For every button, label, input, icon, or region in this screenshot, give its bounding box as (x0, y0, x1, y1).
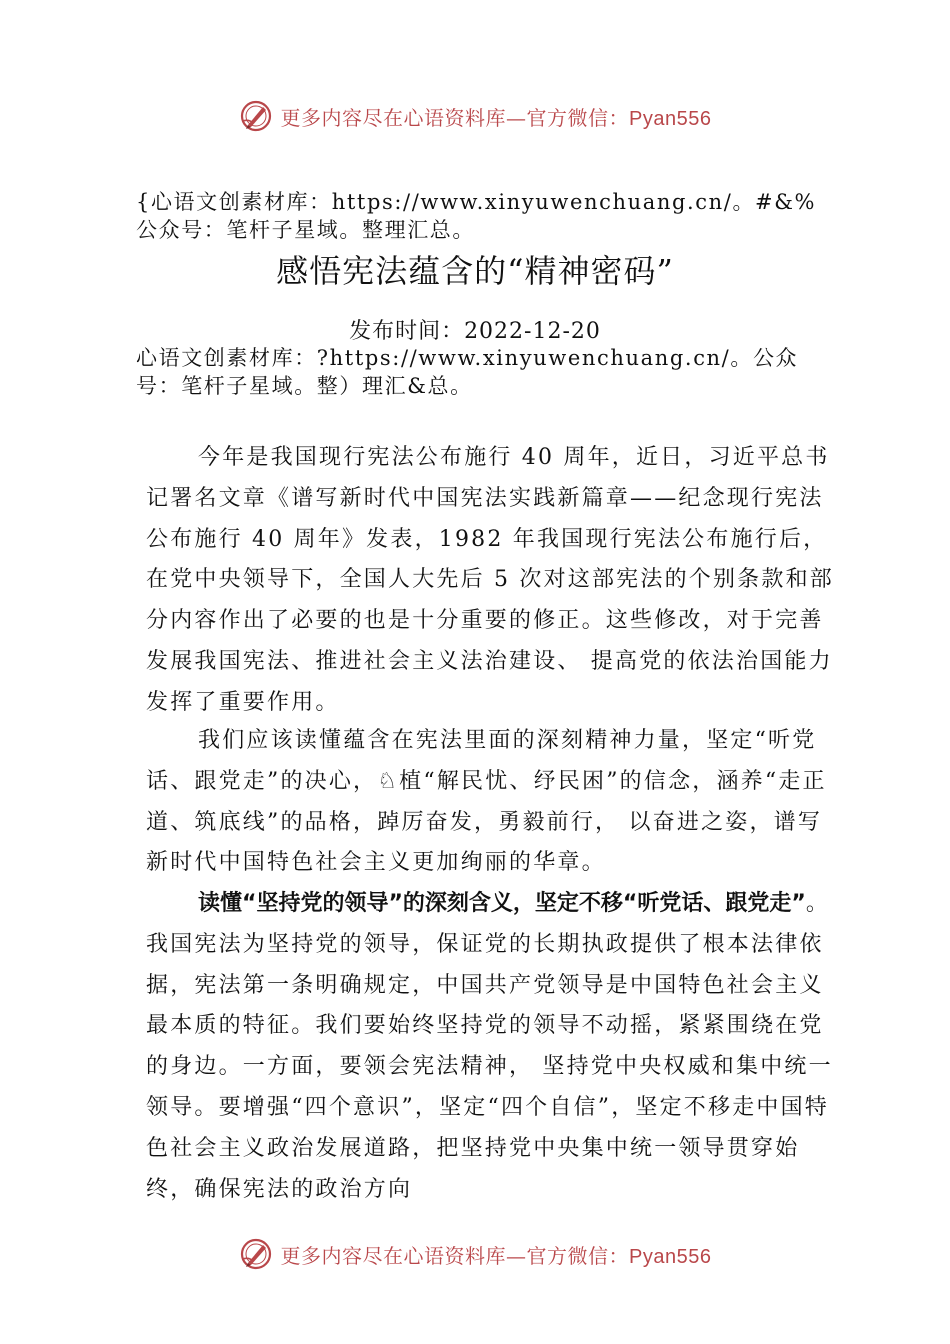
source-note-top: {心语文创素材库：https://www.xinyuwenchuang.cn/。#&%公众号：笔杆子星域。整理汇总。 (136, 190, 817, 242)
pen-logo-icon (239, 1237, 273, 1271)
banner-text (281, 1240, 712, 1269)
paragraph-2: 我们应该读懂蕴含在宪法里面的深刻精神力量，坚定“听党话、跟党走”的决心，♘植“解民忧、纾民困”的信念，涵养“走正道、筑底线”的品格，踔厉奋发，勇毅前行， 以奋进之姿，谱写新时代中国特色社会主义更加绚丽的华章。 (146, 728, 827, 876)
banner-text (281, 102, 712, 131)
paragraph-3 (146, 884, 836, 1210)
paragraph-3-lead: 读懂“坚持党的领导”的深刻含义，坚定不移“听党话、跟党走” (198, 891, 806, 916)
pen-logo-icon (239, 99, 273, 133)
article-title: 感悟宪法蕴含的“精神密码” (276, 252, 674, 290)
banner-wechat-id: Pyan556 (629, 107, 712, 130)
paragraph-1: 今年是我国现行宪法公布施行 40 周年，近日，习近平总书记署名文章《谱写新时代中国宪法实践新篇章——纪念现行宪法公布施行 40 周年》发表，1982 年我国现行宪法公布施行后，在党中央领导下，全国人大先后 5 次对这部宪法的个别条款和部分内容作出了必要的也是十分重要的修正。这些修改，对于完善发展我国宪法、推进社会主义法治建设、 提高党的依法治国能力发挥了重要作用。 (146, 445, 834, 715)
paragraph-3-body: 。我国宪法为坚持党的领导，保证党的长期执政提供了根本法律依据，宪法第一条明确规定，中国共产党领导是中国特色社会主义最本质的特征。我们要始终坚持党的领导不动摇，紧紧围绕在党的身边。一方面，要领会宪法精神， 坚持党中央权威和集中统一领导。要增强“四个意识”，坚定“四个自信”，坚定不移走中国特色社会主义政治发展道路，把坚持党中央集中统一领导贯穿始终，确保宪法的政治方向 (146, 891, 833, 1202)
publish-date: 发布时间：2022-12-20 (349, 319, 601, 344)
header-banner[interactable] (0, 96, 950, 136)
banner-text-cn: 更多内容尽在心语资料库—官方微信： (280, 105, 630, 130)
banner-text-cn: 更多内容尽在心语资料库—官方微信： (280, 1243, 630, 1268)
source-note-bottom: 心语文创素材库：?https://www.xinyuwenchuang.cn/。公众号：笔杆子星域。整）理汇&总。 (136, 346, 799, 398)
banner-wechat-id: Pyan556 (629, 1245, 712, 1268)
footer-banner[interactable] (0, 1234, 950, 1274)
